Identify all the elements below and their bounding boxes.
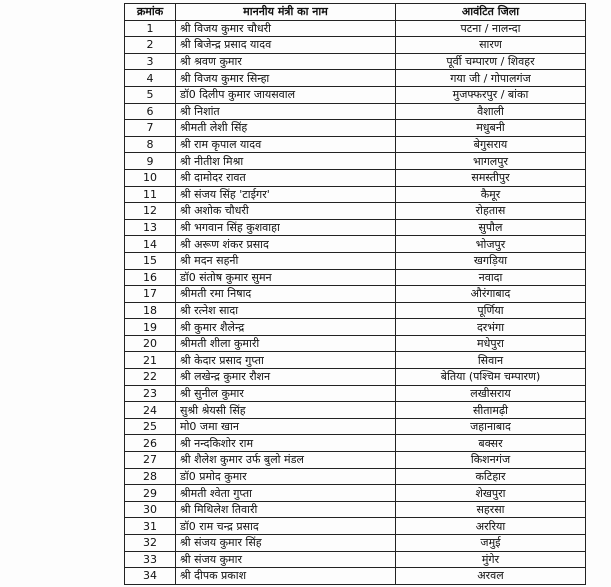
minister-name-cell: श्री मिथिलेश तिवारी [176, 501, 396, 518]
minister-name-cell: श्रीमती रमा निषाद [176, 286, 396, 303]
serial-cell: 10 [125, 169, 176, 186]
table-row [125, 319, 586, 336]
serial-cell: 25 [125, 418, 176, 435]
serial-cell: 16 [125, 269, 176, 286]
minister-name-cell: श्री रत्नेश सादा [176, 302, 396, 319]
header-allotted-district: आवंटित जिला [396, 4, 586, 21]
serial-cell: 7 [125, 120, 176, 137]
serial-cell: 14 [125, 236, 176, 253]
district-cell: मधेपुरा [396, 335, 586, 352]
serial-cell: 15 [125, 252, 176, 269]
district-cell: वैशाली [396, 103, 586, 120]
minister-name-cell: श्री सुनील कुमार [176, 385, 396, 402]
serial-cell: 17 [125, 286, 176, 303]
table-row [125, 435, 586, 452]
district-cell: रोहतास [396, 203, 586, 220]
minister-name-cell: श्री नीतीश मिश्रा [176, 153, 396, 170]
table-row [125, 452, 586, 469]
table-row [125, 418, 586, 435]
district-cell: समस्तीपुर [396, 169, 586, 186]
district-cell: मुंगेर [396, 551, 586, 568]
district-cell: कटिहार [396, 468, 586, 485]
district-cell: पूर्णिया [396, 302, 586, 319]
table-row [125, 70, 586, 87]
table-row [125, 385, 586, 402]
district-cell: औरंगाबाद [396, 286, 586, 303]
serial-cell: 12 [125, 203, 176, 220]
minister-name-cell: श्री निशांत [176, 103, 396, 120]
serial-cell: 26 [125, 435, 176, 452]
table-row [125, 236, 586, 253]
minister-name-cell: श्री संजय सिंह 'टाईगर' [176, 186, 396, 203]
district-cell: सारण [396, 37, 586, 54]
table-row [125, 551, 586, 568]
table-row [125, 186, 586, 203]
table-row [125, 169, 586, 186]
serial-cell: 13 [125, 219, 176, 236]
table-row [125, 153, 586, 170]
minister-name-cell: श्री अशोक चौधरी [176, 203, 396, 220]
minister-name-cell: डॉ0 दिलीप कुमार जायसवाल [176, 86, 396, 103]
minister-name-cell: श्री मदन सहनी [176, 252, 396, 269]
serial-cell: 4 [125, 70, 176, 87]
minister-name-cell: डॉ0 राम चन्द्र प्रसाद [176, 518, 396, 535]
minister-name-cell: श्री नन्दकिशोर राम [176, 435, 396, 452]
district-cell: लखीसराय [396, 385, 586, 402]
table-row [125, 203, 586, 220]
minister-name-cell: श्री शैलेश कुमार उर्फ बुलो मंडल [176, 452, 396, 469]
minister-name-cell: श्री श्रवण कुमार [176, 53, 396, 70]
district-cell: पटना / नालन्दा [396, 20, 586, 37]
district-cell: बक्सर [396, 435, 586, 452]
minister-name-cell: श्री केदार प्रसाद गुप्ता [176, 352, 396, 369]
serial-cell: 27 [125, 452, 176, 469]
table-row [125, 252, 586, 269]
district-cell: शेखपुरा [396, 485, 586, 502]
district-cell: किशनगंज [396, 452, 586, 469]
table-row [125, 369, 586, 386]
district-cell: बेगुसराय [396, 136, 586, 153]
minister-name-cell: डॉ0 प्रमोद कुमार [176, 468, 396, 485]
serial-cell: 23 [125, 385, 176, 402]
minister-name-cell: श्री कुमार शैलेन्द्र [176, 319, 396, 336]
table-row [125, 402, 586, 419]
minister-name-cell: श्रीमती लेशी सिंह [176, 120, 396, 137]
serial-cell: 18 [125, 302, 176, 319]
serial-cell: 6 [125, 103, 176, 120]
table-row [125, 518, 586, 535]
table-row [125, 219, 586, 236]
serial-cell: 33 [125, 551, 176, 568]
table-header-row [125, 4, 586, 21]
table-row [125, 269, 586, 286]
serial-cell: 24 [125, 402, 176, 419]
serial-cell: 2 [125, 37, 176, 54]
table-row [125, 535, 586, 552]
serial-cell: 19 [125, 319, 176, 336]
serial-cell: 20 [125, 335, 176, 352]
table-row [125, 335, 586, 352]
table-row [125, 20, 586, 37]
minister-name-cell: श्री राम कृपाल यादव [176, 136, 396, 153]
serial-cell: 31 [125, 518, 176, 535]
district-cell: अरवल [396, 568, 586, 585]
table-row [125, 120, 586, 137]
serial-cell: 21 [125, 352, 176, 369]
serial-cell: 32 [125, 535, 176, 552]
table-row [125, 501, 586, 518]
table-row [125, 286, 586, 303]
district-cell: पूर्वी चम्पारण / शिवहर [396, 53, 586, 70]
district-cell: भोजपुर [396, 236, 586, 253]
district-cell: सहरसा [396, 501, 586, 518]
table-row [125, 485, 586, 502]
table-row [125, 53, 586, 70]
minister-name-cell: श्रीमती शीला कुमारी [176, 335, 396, 352]
district-cell: सुपौल [396, 219, 586, 236]
table-row [125, 468, 586, 485]
minister-name-cell: श्री संजय कुमार सिंह [176, 535, 396, 552]
table-row [125, 302, 586, 319]
serial-cell: 3 [125, 53, 176, 70]
minister-name-cell: श्रीमती श्वेता गुप्ता [176, 485, 396, 502]
district-cell: नवादा [396, 269, 586, 286]
district-cell: कैमूर [396, 186, 586, 203]
serial-cell: 34 [125, 568, 176, 585]
table-row [125, 568, 586, 585]
minister-name-cell: श्री संजय कुमार [176, 551, 396, 568]
serial-cell: 29 [125, 485, 176, 502]
serial-cell: 5 [125, 86, 176, 103]
district-cell: खगड़िया [396, 252, 586, 269]
table-row [125, 86, 586, 103]
district-cell: बेतिया (पश्चिम चम्पारण) [396, 369, 586, 386]
table-body [125, 20, 586, 584]
serial-cell: 11 [125, 186, 176, 203]
district-cell: भागलपुर [396, 153, 586, 170]
table-row [125, 37, 586, 54]
table-row [125, 136, 586, 153]
minister-name-cell: डॉ0 संतोष कुमार सुमन [176, 269, 396, 286]
minister-district-table [124, 3, 586, 585]
district-cell: मुजफ्फरपुर / बांका [396, 86, 586, 103]
district-cell: अररिया [396, 518, 586, 535]
minister-name-cell: मो0 जमा खान [176, 418, 396, 435]
district-cell: सीतामढ़ी [396, 402, 586, 419]
minister-name-cell: श्री दीपक प्रकाश [176, 568, 396, 585]
table-row [125, 352, 586, 369]
serial-cell: 28 [125, 468, 176, 485]
district-cell: जमुई [396, 535, 586, 552]
serial-cell: 8 [125, 136, 176, 153]
district-cell: सिवान [396, 352, 586, 369]
header-serial: क्रमांक [125, 4, 176, 21]
minister-name-cell: श्री अरूण शंकर प्रसाद [176, 236, 396, 253]
minister-name-cell: श्री भगवान सिंह कुशवाहा [176, 219, 396, 236]
minister-name-cell: सुश्री श्रेयसी सिंह [176, 402, 396, 419]
district-cell: गया जी / गोपालगंज [396, 70, 586, 87]
minister-name-cell: श्री विजय कुमार सिन्हा [176, 70, 396, 87]
minister-name-cell: श्री बिजेन्द्र प्रसाद यादव [176, 37, 396, 54]
district-cell: जहानाबाद [396, 418, 586, 435]
district-cell: दरभंगा [396, 319, 586, 336]
header-minister-name: माननीय मंत्री का नाम [176, 4, 396, 21]
serial-cell: 1 [125, 20, 176, 37]
table-row [125, 103, 586, 120]
minister-name-cell: श्री विजय कुमार चौधरी [176, 20, 396, 37]
district-cell: मधुबनी [396, 120, 586, 137]
serial-cell: 22 [125, 369, 176, 386]
serial-cell: 30 [125, 501, 176, 518]
minister-name-cell: श्री दामोदर रावत [176, 169, 396, 186]
serial-cell: 9 [125, 153, 176, 170]
minister-name-cell: श्री लखेन्द्र कुमार रौशन [176, 369, 396, 386]
